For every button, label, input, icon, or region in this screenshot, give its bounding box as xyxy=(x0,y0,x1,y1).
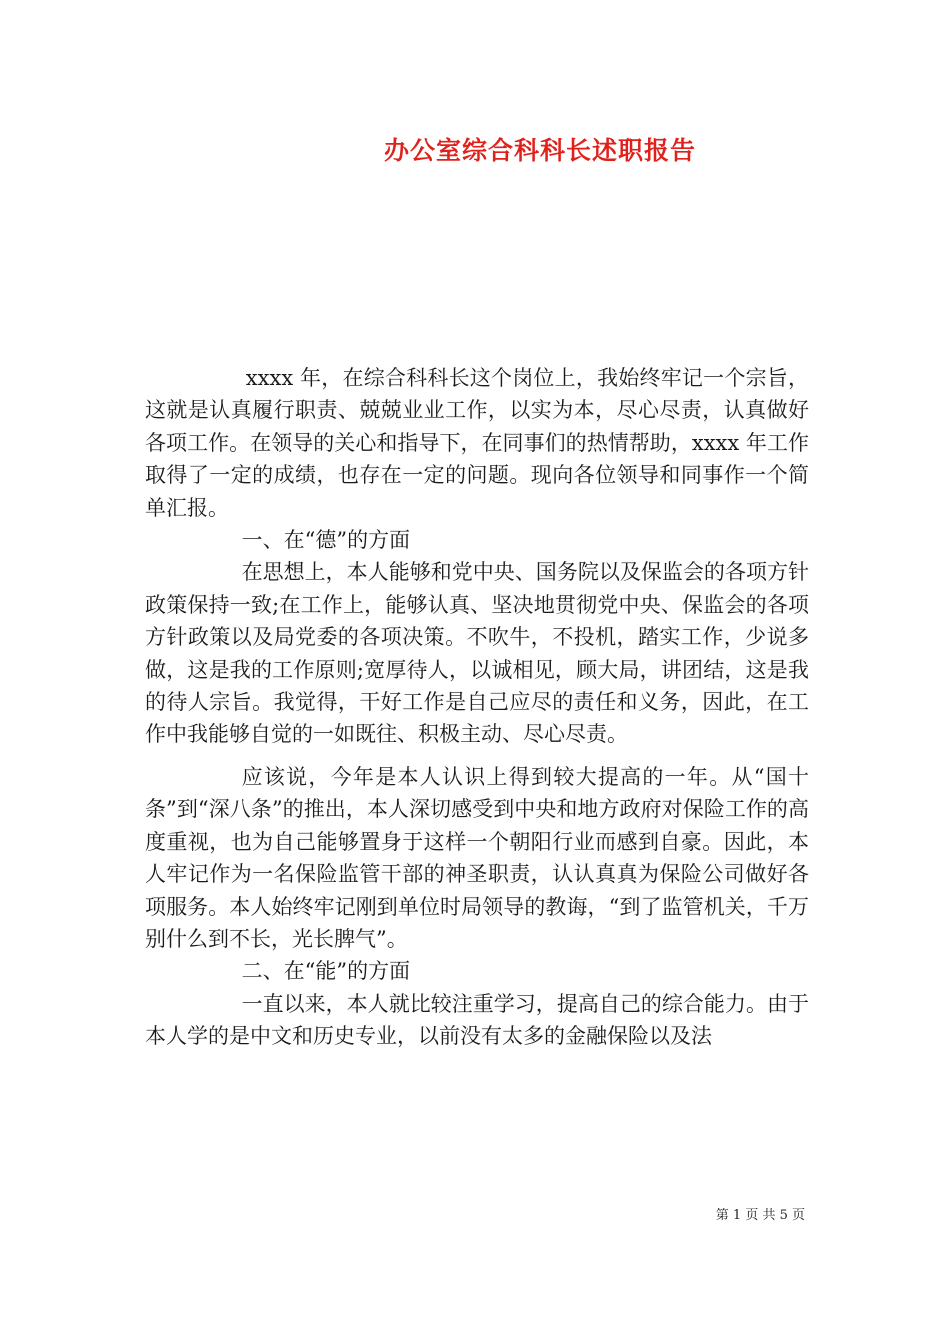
page-number-footer: 第 1 页 共 5 页 xyxy=(715,1208,805,1223)
paragraph-awareness: 应该说，今年是本人认识上得到较大提高的一年。从“国十条”到“深八条”的推出，本人深切感受到中央和地方政府对保险工作的高度重视，也为自己能够置身于这样一个朝阳行业而感到自豪。因此，本人牢记作为一名保险监管干部的神圣职责，认认真真为保险公司做好各项服务。本人始终牢记刚到单位时局领导的教诲，“到了监管机关，千万别什么到不长，光长脾气”。 xyxy=(145,764,809,951)
document-title: 办公室综合科科长述职报告 xyxy=(383,136,696,165)
section-heading-neng: 二、在“能”的方面 xyxy=(241,959,411,984)
document-body xyxy=(145,362,809,1053)
section-heading-de: 一、在“德”的方面 xyxy=(241,528,411,553)
intro-paragraph: xxxx 年，在综合科科长这个岗位上，我始终牢记一个宗旨，这就是认真履行职责、兢兢业业工作，以实为本，尽心尽责，认真做好各项工作。在领导的关心和指导下，在同事们的热情帮助，xxxx 年工作取得了一定的成绩，也存在一定的问题。现向各位领导和同事作一个简单汇报。 xyxy=(145,366,809,520)
paragraph-learning: 一直以来，本人就比较注重学习，提高自己的综合能力。由于本人学的是中文和历史专业，以前没有太多的金融保险以及法 xyxy=(145,991,809,1049)
paragraph-thought: 在思想上，本人能够和党中央、国务院以及保监会的各项方针政策保持一致;在工作上，能够认真、坚决地贯彻党中央、保监会的各项方针政策以及局党委的各项决策。不吹牛，不投机，踏实工作，少说多做，这是我的工作原则;宽厚待人，以诚相见，顾大局，讲团结，这是我的待人宗旨。我觉得，干好工作是自己应尽的责任和义务，因此，在工作中我能够自觉的一如既往、积极主动、尽心尽责。 xyxy=(145,560,809,747)
